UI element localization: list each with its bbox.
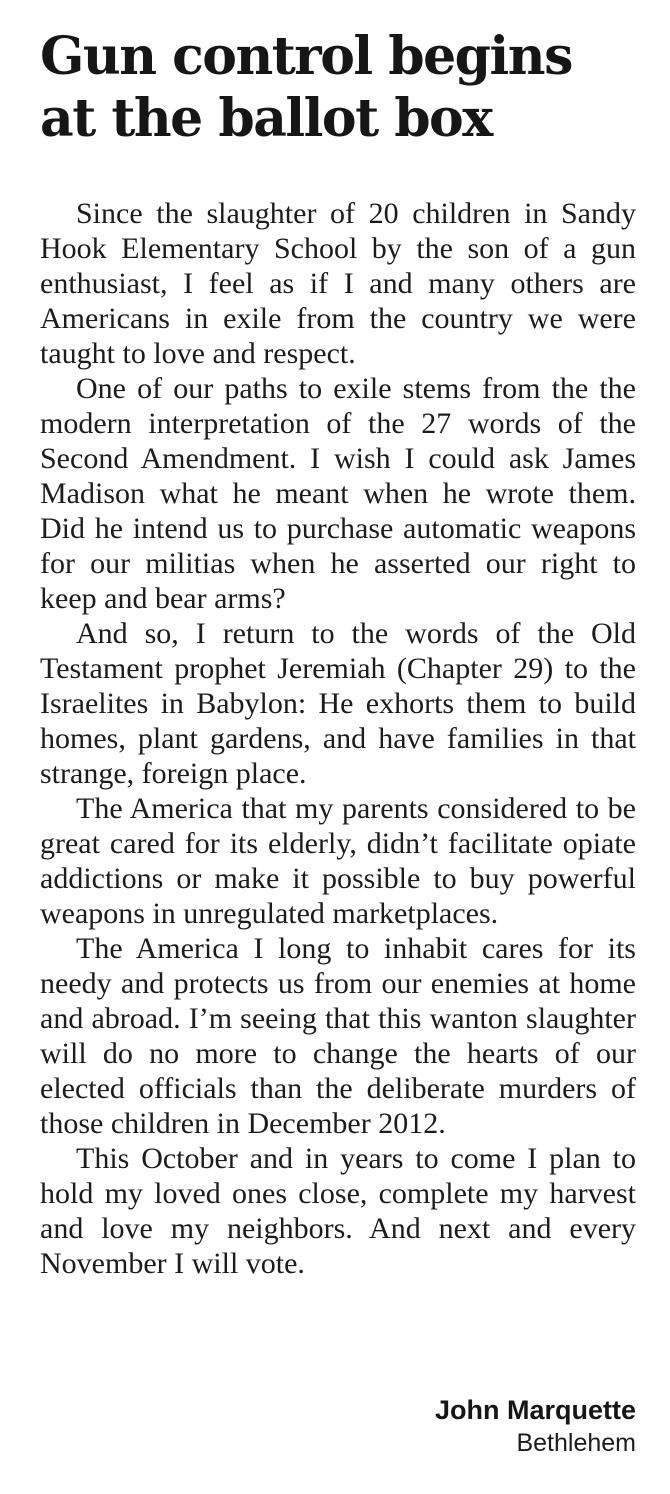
author-signature	[435, 1393, 636, 1459]
letter-to-editor	[40, 26, 636, 1281]
paragraph-4: The America that my parents considered to be great cared for its elderly, didn’t facilitate opiate addictions or make it possible to buy powerful weapons in unregulated marketplaces.	[40, 792, 636, 930]
paragraph-1: Since the slaughter of 20 children in Sandy Hook Elementary School by the son of a gun enthusiast, I feel as if I and many others are Americans in exile from the country we were taught to love and respect.	[40, 197, 636, 370]
paragraph-3: And so, I return to the words of the Old Testament prophet Jeremiah (Chapter 29) to the Israelites in Babylon: He exhorts them to build homes, plant gardens, and have families in that strange, foreign place.	[40, 617, 636, 790]
author-location: Bethlehem	[516, 1429, 636, 1457]
paragraph-2: One of our paths to exile stems from the the modern interpretation of the 27 words of the Second Amendment. I wish I could ask James Madison what he meant when he wrote them. Did he intend us to purchase automatic weapons for our militias when he asserted our right to keep and bear arms?	[40, 372, 636, 615]
headline: Gun control begins at the ballot box	[40, 26, 572, 149]
paragraph-6: This October and in years to come I plan to hold my loved ones close, complete my harvest and love my neighbors. And next and every November I will vote.	[40, 1142, 636, 1280]
letter-body	[40, 196, 636, 1281]
author-name: John Marquette	[434, 1395, 636, 1425]
paragraph-5: The America I long to inhabit cares for its needy and protects us from our enemies at home and abroad. I’m seeing that this wanton slaughter will do no more to change the hearts of our elected officials than the deliberate murders of those children in December 2012.	[40, 932, 636, 1140]
